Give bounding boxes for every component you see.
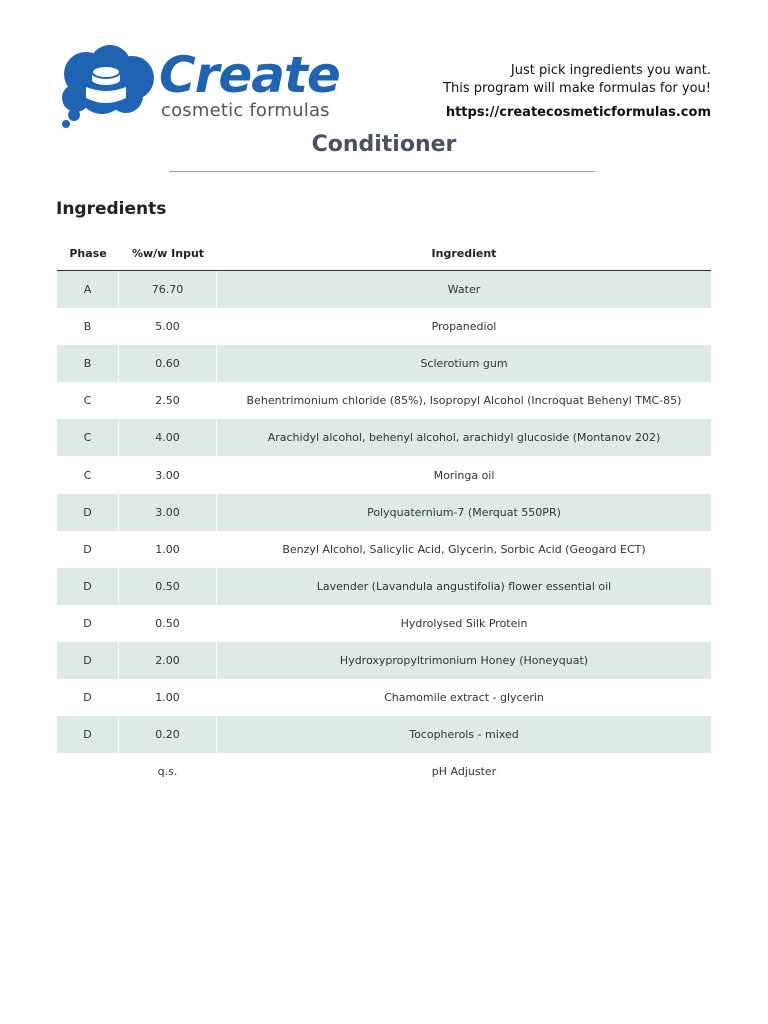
- phase-cell: B: [57, 308, 119, 345]
- phase-cell: C: [57, 456, 119, 493]
- percent-cell: q.s.: [119, 753, 217, 790]
- percent-cell: 2.50: [119, 382, 217, 419]
- table-row: [57, 642, 711, 679]
- table-row: [57, 456, 711, 493]
- percent-cell: 0.50: [119, 568, 217, 605]
- percent-cell: 0.50: [119, 605, 217, 642]
- phase-cell: [57, 753, 119, 790]
- brand-name: Create: [159, 46, 340, 104]
- ingredient-cell: Sclerotium gum: [217, 345, 711, 382]
- section-title: Ingredients: [56, 199, 167, 219]
- phase-cell: D: [57, 531, 119, 568]
- percent-cell: 2.00: [119, 642, 217, 679]
- table-row: [57, 308, 711, 345]
- phase-cell: C: [57, 382, 119, 419]
- table-row: [57, 716, 711, 753]
- ingredient-cell: Hydroxypropyltrimonium Honey (Honeyquat): [217, 642, 711, 679]
- percent-cell: 1.00: [119, 531, 217, 568]
- ingredient-cell: Tocopherols - mixed: [217, 716, 711, 753]
- title-divider: [169, 171, 595, 172]
- table-row: [57, 494, 711, 531]
- phase-cell: C: [57, 419, 119, 456]
- tagline-line-2: This program will make formulas for you!: [443, 81, 711, 96]
- ingredient-cell: Benzyl Alcohol, Salicylic Acid, Glycerin, Sorbic Acid (Geogard ECT): [282, 542, 646, 556]
- table-row: [57, 419, 711, 456]
- table-row: [57, 568, 711, 605]
- brand-logo: [58, 44, 340, 128]
- table-row: [57, 271, 711, 308]
- header-phase: Phase: [69, 246, 107, 260]
- phase-cell: A: [57, 271, 119, 308]
- percent-cell: 1.00: [119, 679, 217, 716]
- table-header: [57, 236, 711, 271]
- cloud-jar-icon: [58, 44, 158, 128]
- ingredient-cell: Propanediol: [431, 320, 497, 334]
- phase-cell: B: [57, 345, 119, 382]
- phase-cell: D: [57, 679, 119, 716]
- ingredient-cell: Arachidyl alcohol, behenyl alcohol, arachidyl glucoside (Montanov 202): [217, 419, 711, 456]
- percent-cell: 3.00: [119, 456, 217, 493]
- table-body: [57, 271, 711, 790]
- phase-cell: D: [57, 642, 119, 679]
- table-row: [57, 753, 711, 790]
- ingredients-table: [57, 236, 711, 790]
- ingredient-cell: Polyquaternium-7 (Merquat 550PR): [217, 494, 711, 531]
- phase-cell: D: [57, 494, 119, 531]
- website-link[interactable]: https://createcosmeticformulas.com: [445, 105, 711, 120]
- phase-cell: D: [57, 605, 119, 642]
- table-row: [57, 679, 711, 716]
- header-tagline: [443, 62, 711, 98]
- brand-tagline: cosmetic formulas: [161, 100, 330, 121]
- ingredient-cell: pH Adjuster: [431, 765, 497, 779]
- tagline-line-1: Just pick ingredients you want.: [510, 63, 711, 78]
- table-row: [57, 345, 711, 382]
- ingredient-cell: Water: [217, 271, 711, 308]
- header-percent: %w/w Input: [131, 246, 205, 260]
- page-title: Conditioner: [311, 132, 457, 157]
- ingredient-cell: Lavender (Lavandula angustifolia) flower essential oil: [217, 568, 711, 605]
- phase-cell: D: [57, 716, 119, 753]
- percent-cell: 5.00: [119, 308, 217, 345]
- ingredient-cell: Moringa oil: [433, 468, 495, 482]
- header-ingredient: Ingredient: [431, 246, 497, 260]
- table-row: [57, 605, 711, 642]
- table-row: [57, 531, 711, 568]
- percent-cell: 3.00: [119, 494, 217, 531]
- ingredient-cell: Hydrolysed Silk Protein: [400, 616, 528, 630]
- percent-cell: 4.00: [119, 419, 217, 456]
- ingredient-cell: Behentrimonium chloride (85%), Isopropyl Alcohol (Incroquat Behenyl TMC-85): [246, 394, 682, 408]
- ingredient-cell: Chamomile extract - glycerin: [384, 691, 544, 705]
- percent-cell: 0.60: [119, 345, 217, 382]
- percent-cell: 76.70: [119, 271, 217, 308]
- percent-cell: 0.20: [119, 716, 217, 753]
- table-row: [57, 382, 711, 419]
- phase-cell: D: [57, 568, 119, 605]
